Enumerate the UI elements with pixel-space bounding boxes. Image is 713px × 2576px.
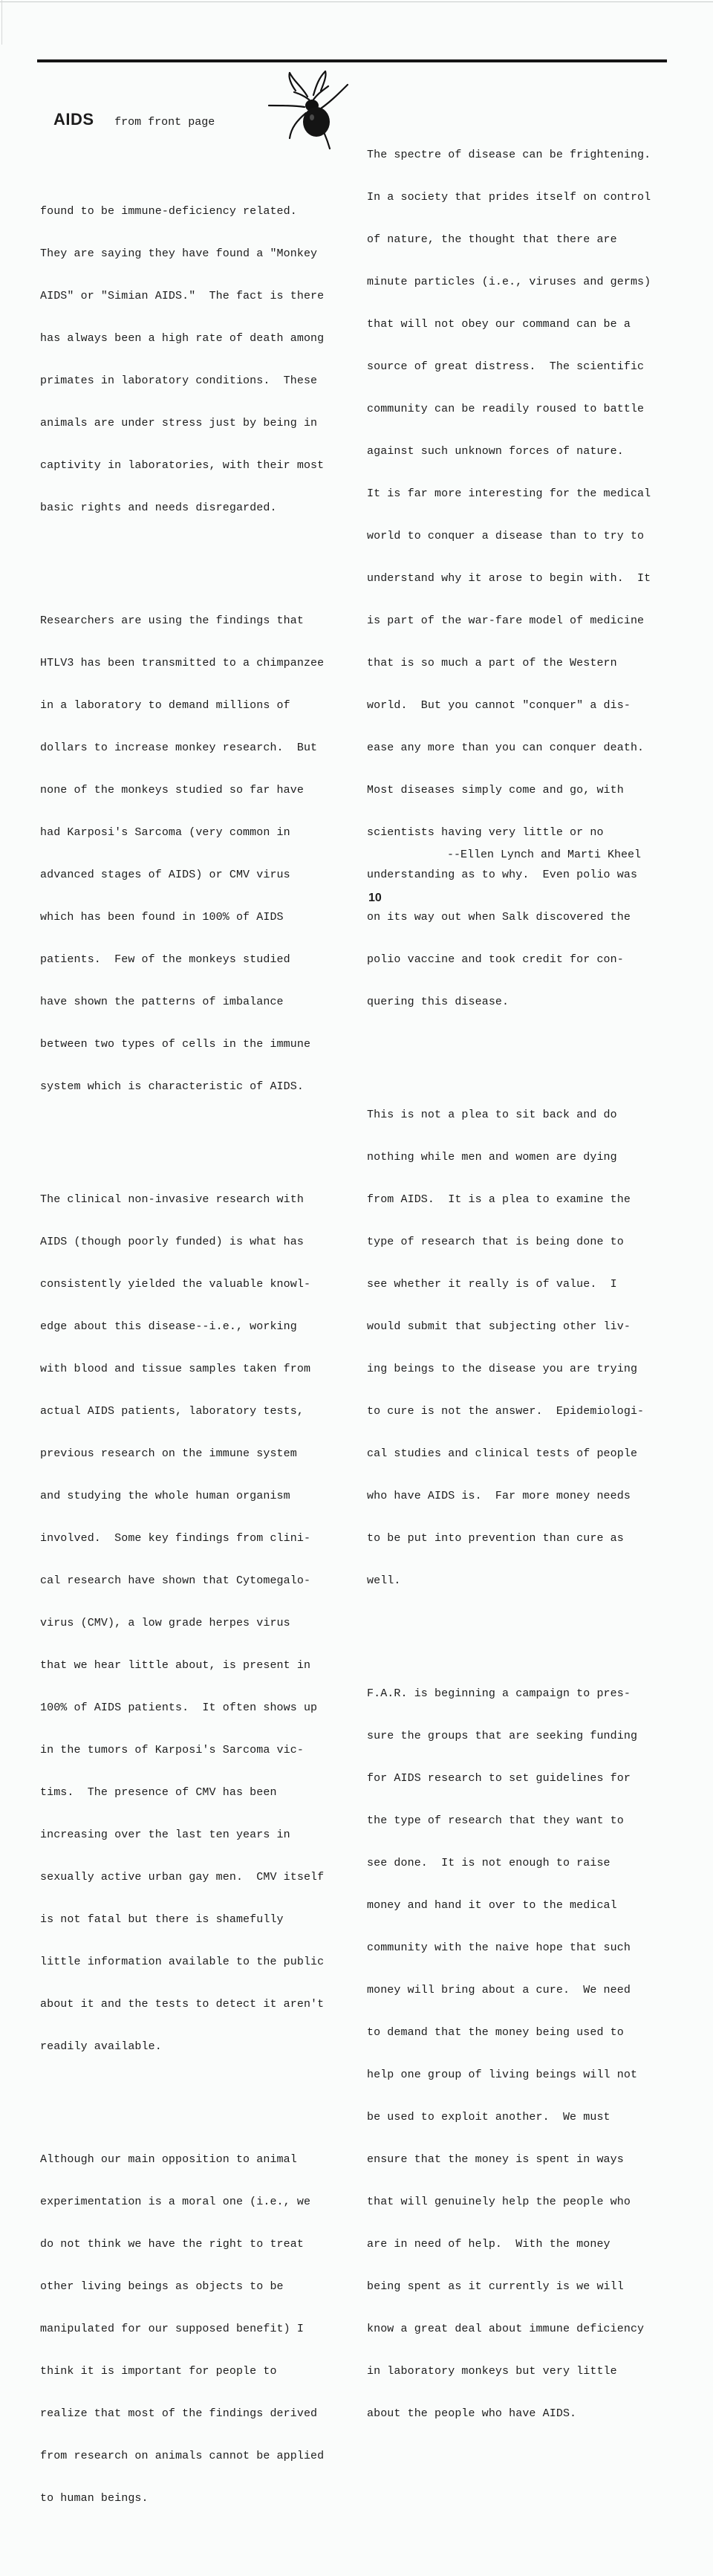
text-line: being spent as it currently is we will (367, 2280, 624, 2293)
text-line: type of research that is being done to (367, 1236, 624, 1248)
text-line: has always been a high rate of death among (40, 332, 325, 345)
text-line: ensure that the money is spent in ways (367, 2153, 624, 2166)
text-line: community with the naive hope that such (367, 1941, 631, 1954)
text-line: the type of research that they want to (367, 1814, 624, 1827)
text-line: to be put into prevention than cure as (367, 1532, 624, 1545)
text-line: nothing while men and women are dying (367, 1151, 617, 1164)
text-line: that will not obey our command can be a (367, 318, 631, 331)
text-line: between two types of cells in the immune (40, 1038, 311, 1051)
text-line: well. (367, 1574, 401, 1587)
text-line: It is far more interesting for the medical (367, 487, 651, 500)
text-line: with blood and tissue samples taken from (40, 1363, 311, 1375)
text-line: on its way out when Salk discovered the (367, 911, 631, 924)
spider-illustration (264, 68, 354, 152)
text-line: virus (CMV), a low grade herpes virus (40, 1617, 290, 1629)
text-line: for AIDS research to set guidelines for (367, 1772, 631, 1785)
text-line: none of the monkeys studied so far have (40, 784, 304, 797)
text-line: against such unknown forces of nature. (367, 445, 624, 458)
text-line: ease any more than you can conquer death. (367, 742, 645, 754)
paragraph (367, 1658, 651, 2449)
text-line: to cure is not the answer. Epidemiologi- (367, 1405, 645, 1418)
right-column (367, 91, 651, 2491)
text-line: be used to exploit another. We must (367, 2111, 611, 2124)
text-line: source of great distress. The scientific (367, 360, 645, 373)
text-line: Most diseases simply come and go, with (367, 784, 624, 797)
text-line: edge about this disease--i.e., working (40, 1320, 297, 1333)
text-line: little information available to the public (40, 1956, 325, 1968)
text-line: readily available. (40, 2040, 162, 2053)
text-line: realize that most of the findings derived (40, 2407, 318, 2420)
text-line: AIDS (though poorly funded) is what has (40, 1236, 304, 1248)
text-line: know a great deal about immune deficiency (367, 2323, 645, 2335)
text-line: that we hear little about, is present in (40, 1659, 311, 1672)
text-line: who have AIDS is. Far more money needs (367, 1490, 631, 1502)
text-line: in the tumors of Karposi's Sarcoma vic- (40, 1744, 304, 1756)
text-line: dollars to increase monkey research. But (40, 742, 318, 754)
text-line: In a society that prides itself on control (367, 191, 651, 204)
text-line: to demand that the money being used to (367, 2026, 624, 2039)
text-line: ing beings to the disease you are trying (367, 1363, 638, 1375)
text-line: do not think we have the right to treat (40, 2238, 304, 2251)
text-line: help one group of living beings will not (367, 2069, 638, 2081)
text-line: about the people who have AIDS. (367, 2407, 577, 2420)
text-line: AIDS" or "Simian AIDS." The fact is there (40, 290, 325, 302)
text-line: quering this disease. (367, 996, 509, 1008)
text-line: primates in laboratory conditions. These (40, 374, 318, 387)
header-rule (37, 59, 667, 62)
paragraph (367, 120, 651, 1037)
text-line: think it is important for people to (40, 2365, 277, 2378)
text-line: sexually active urban gay men. CMV itself (40, 1871, 325, 1884)
text-line: is part of the war-fare model of medicine (367, 614, 645, 627)
text-line: They are saying they have found a "Monkey (40, 247, 318, 260)
text-line: HTLV3 has been transmitted to a chimpanzee (40, 657, 325, 669)
text-line: experimentation is a moral one (i.e., we (40, 2196, 311, 2208)
text-line: from AIDS. It is a plea to examine the (367, 1193, 631, 1206)
scan-edge-line (0, 1, 713, 2)
article-title: AIDS (53, 110, 94, 129)
text-line: see whether it really is of value. I (367, 1278, 617, 1291)
text-line: cal research have shown that Cytomegalo- (40, 1574, 311, 1587)
text-line: cal studies and clinical tests of people (367, 1447, 638, 1460)
text-line: advanced stages of AIDS) or CMV virus (40, 869, 290, 881)
text-line: have shown the patterns of imbalance (40, 996, 284, 1008)
text-line: in a laboratory to demand millions of (40, 699, 290, 712)
text-line: community can be readily roused to battle (367, 403, 645, 415)
text-line: Researchers are using the findings that (40, 614, 304, 627)
text-line: of nature, the thought that there are (367, 233, 617, 246)
article-byline: --Ellen Lynch and Marti Kheel (447, 849, 642, 861)
text-line: found to be immune-deficiency related. (40, 205, 297, 218)
text-line: previous research on the immune system (40, 1447, 297, 1460)
text-line: minute particles (i.e., viruses and germs) (367, 276, 651, 288)
text-line: is not fatal but there is shamefully (40, 1913, 284, 1926)
text-line: basic rights and needs disregarded. (40, 502, 277, 514)
text-line: see done. It is not enough to raise (367, 1857, 611, 1869)
text-line: This is not a plea to sit back and do (367, 1109, 617, 1121)
paragraph (40, 2124, 324, 2534)
text-line: in laboratory monkeys but very little (367, 2365, 617, 2378)
text-line: world. But you cannot "conquer" a dis- (367, 699, 631, 712)
text-line: money and hand it over to the medical (367, 1899, 617, 1912)
text-line: The clinical non-invasive research with (40, 1193, 304, 1206)
text-line: scientists having very little or no (367, 826, 604, 839)
text-line: manipulated for our supposed benefit) I (40, 2323, 304, 2335)
paragraph (40, 1164, 324, 2082)
text-line: about it and the tests to detect it aren't (40, 1998, 325, 2011)
text-line: captivity in laboratories, with their most (40, 459, 325, 472)
left-column (40, 148, 324, 2576)
text-line: polio vaccine and took credit for con- (367, 953, 624, 966)
text-line: had Karposi's Sarcoma (very common in (40, 826, 290, 839)
text-line: to human beings. (40, 2492, 149, 2505)
text-line: animals are under stress just by being in (40, 417, 318, 429)
text-line: patients. Few of the monkeys studied (40, 953, 290, 966)
text-line: world to conquer a disease than to try to (367, 530, 645, 542)
text-line: actual AIDS patients, laboratory tests, (40, 1405, 304, 1418)
text-line: The spectre of disease can be frightening. (367, 149, 651, 161)
paragraph (40, 176, 324, 543)
text-line: and studying the whole human organism (40, 1490, 290, 1502)
scan-margin-mark (1, 0, 2, 45)
paragraph (367, 1080, 651, 1616)
text-line: consistently yielded the valuable knowl- (40, 1278, 311, 1291)
article-continuation-note: from front page (114, 116, 215, 129)
text-line: tims. The presence of CMV has been (40, 1786, 277, 1799)
text-line: that is so much a part of the Western (367, 657, 617, 669)
text-line: understand why it arose to begin with. It (367, 572, 651, 585)
page-number: 10 (368, 892, 382, 904)
text-line: understanding as to why. Even polio was (367, 869, 638, 881)
text-line: other living beings as objects to be (40, 2280, 284, 2293)
text-line: F.A.R. is beginning a campaign to pres- (367, 1687, 631, 1700)
text-line: Although our main opposition to animal (40, 2153, 297, 2166)
text-line: involved. Some key findings from clini- (40, 1532, 311, 1545)
text-line: which has been found in 100% of AIDS (40, 911, 284, 924)
text-line: are in need of help. With the money (367, 2238, 611, 2251)
text-line: that will genuinely help the people who (367, 2196, 631, 2208)
text-line: money will bring about a cure. We need (367, 1984, 631, 1996)
text-line: increasing over the last ten years in (40, 1829, 290, 1841)
text-line: would submit that subjecting other liv- (367, 1320, 631, 1333)
text-line: 100% of AIDS patients. It often shows up (40, 1701, 318, 1714)
text-line: system which is characteristic of AIDS. (40, 1080, 304, 1093)
article-heading (53, 110, 215, 129)
text-line: sure the groups that are seeking funding (367, 1730, 638, 1742)
paragraph (40, 585, 324, 1122)
text-line: from research on animals cannot be applied (40, 2450, 325, 2462)
